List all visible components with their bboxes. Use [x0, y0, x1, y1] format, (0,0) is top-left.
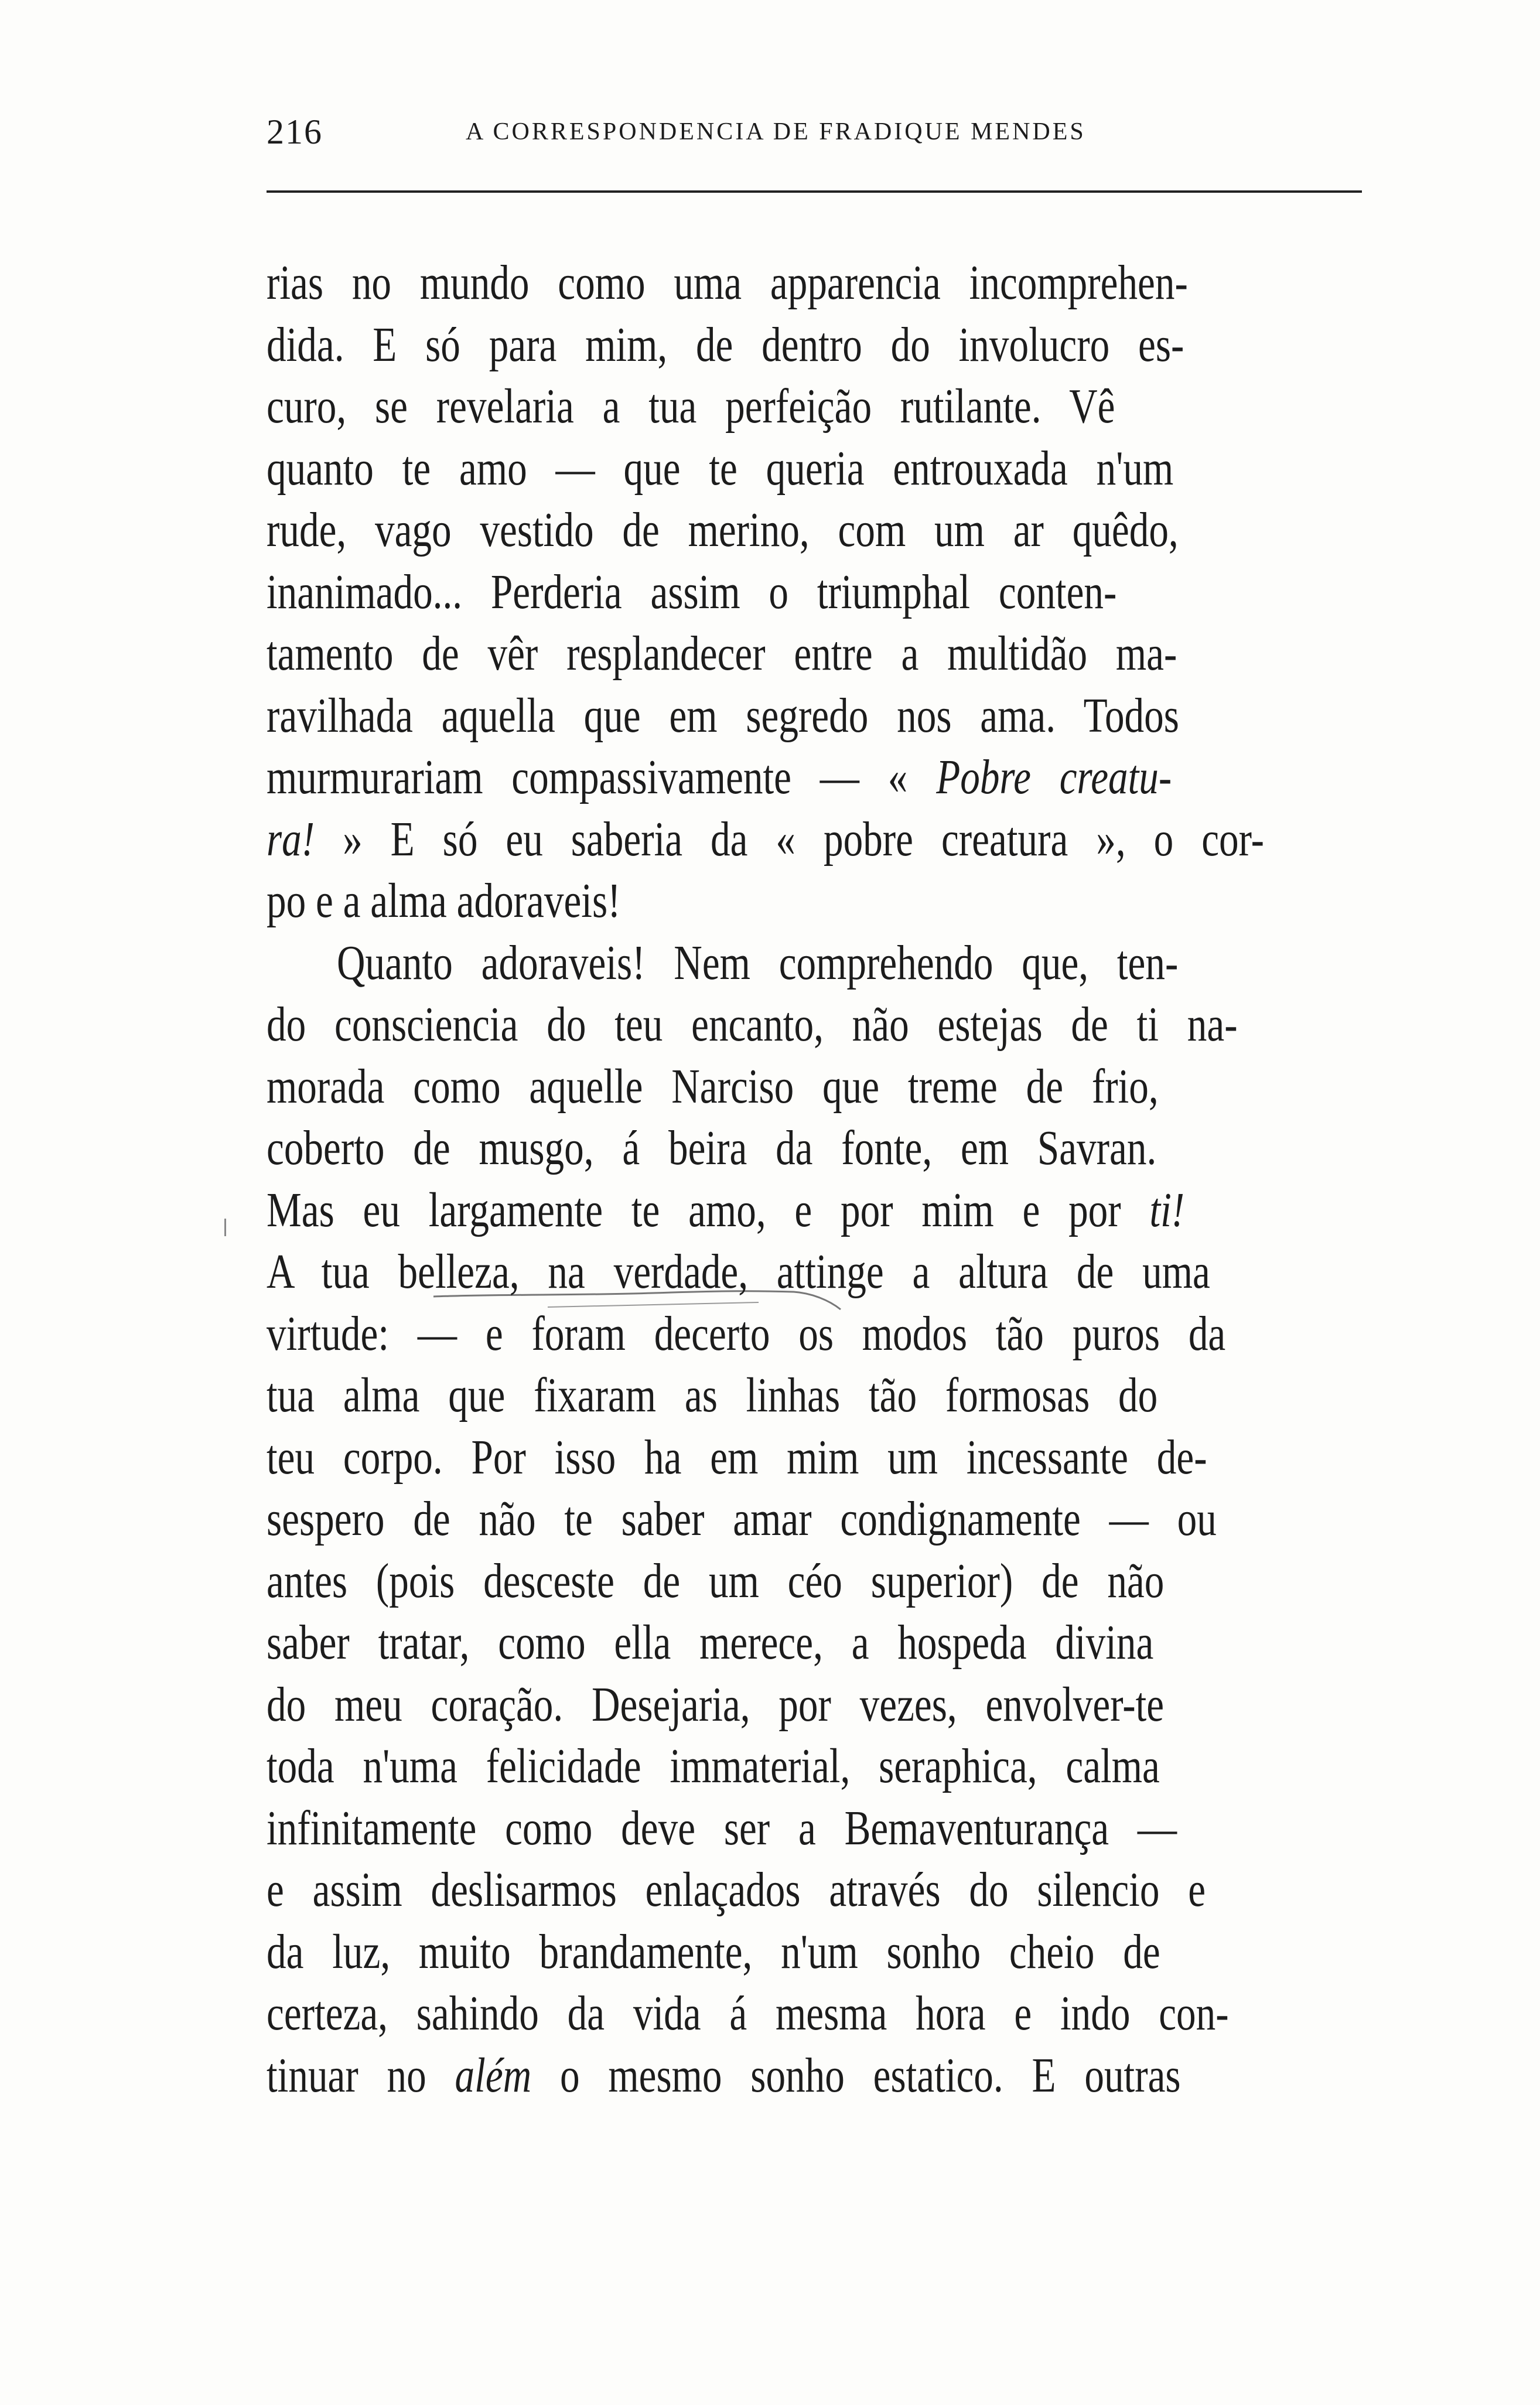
line-text: tua alma que fixaram as linhas tão formosas do [267, 1368, 1158, 1422]
text-line [267, 1179, 1185, 1241]
line-text: tinuar no [267, 2048, 455, 2103]
text-line [267, 314, 1184, 376]
line-text: infinitamente como deve ser a Bemaventurança — [267, 1800, 1177, 1855]
line-text: ravilhada aquella que em segredo nos ama. Todos [267, 688, 1179, 743]
text-line [267, 870, 1143, 932]
text-line [267, 1056, 1159, 1118]
text-line [267, 1364, 1158, 1427]
line-text: » E só eu saberia da « pobre creatura », o cor- [315, 811, 1265, 867]
text-line [267, 1612, 1154, 1674]
line-text: Quanto adoraveis! Nem comprehendo que, ten- [337, 935, 1179, 990]
line-text: do consciencia do teu encanto, não estejas de ti na- [267, 997, 1238, 1052]
body-text [267, 252, 1362, 2106]
line-text: murmurariam compassivamente — « [267, 750, 937, 804]
text-line [267, 1797, 1177, 1860]
text-line [267, 1117, 1157, 1179]
header-rule [267, 190, 1362, 193]
text-line [267, 685, 1179, 747]
text-line [267, 809, 1265, 871]
italic-text: ti! [1149, 1182, 1185, 1237]
running-head [267, 108, 1362, 155]
line-text: tamento de vêr resplandecer entre a multidão ma- [267, 626, 1177, 681]
line-text: Mas eu largamente te amo, e por mim e por [267, 1182, 1150, 1237]
page-number: 216 [267, 112, 323, 151]
text-line [267, 561, 1143, 623]
text-line [267, 1427, 1207, 1489]
line-text: A tua belleza, na verdade, attinge a altura de uma [267, 1244, 1210, 1299]
line-text: coberto de musgo, á beira da fonte, em Savran. [267, 1121, 1157, 1175]
line-text: certeza, sahindo da vida á mesma hora e indo con- [267, 1986, 1229, 2041]
text-line [267, 1859, 1206, 1921]
line-text: virtude: — e foram decerto os modos tão puros da [267, 1306, 1226, 1361]
line-text: inanimado... Perderia assim o triumphal conten- [267, 564, 1117, 619]
line-text: po e a alma adoraveis! [267, 874, 621, 928]
line-text: do meu coração. Desejaria, por vezes, envolver-te [267, 1677, 1165, 1732]
text-line [267, 1550, 1165, 1612]
text-line [267, 2045, 1181, 2107]
line-text: quanto te amo — que te queria entrouxada n'um [267, 441, 1174, 496]
text-line [267, 499, 1179, 561]
text-line [267, 438, 1174, 500]
italic-text: ra! [267, 811, 315, 867]
text-line [267, 1241, 1210, 1303]
text-line [267, 1921, 1160, 1983]
line-text: antes (pois desceste de um céo superior) de não [267, 1553, 1165, 1608]
italic-text: além [455, 2048, 532, 2103]
text-line [267, 994, 1238, 1056]
text-line [267, 746, 1172, 809]
line-text: sespero de não te saber amar condignamente — ou [267, 1492, 1217, 1546]
line-text: curo, se revelaria a tua perfeição rutilante. Vê [267, 379, 1115, 434]
text-line [267, 1488, 1217, 1550]
running-title: A CORRESPONDENCIA DE FRADIQUE MENDES [466, 118, 1086, 145]
line-text: da luz, muito brandamente, n'um sonho cheio de [267, 1924, 1160, 1979]
text-line [267, 932, 1179, 994]
line-text: rude, vago vestido de merino, com um ar quêdo, [267, 503, 1179, 557]
line-text: o mesmo sonho estatico. E outras [531, 2048, 1181, 2103]
italic-text: Pobre creatu- [936, 750, 1172, 804]
text-line [267, 1303, 1226, 1365]
text-line [267, 376, 1143, 438]
line-text: dida. E só para mim, de dentro do involucro es- [267, 317, 1184, 372]
line-text: rias no mundo como uma apparencia incomprehen- [267, 255, 1188, 310]
text-line [267, 623, 1177, 685]
line-text: toda n'uma felicidade immaterial, seraphica, calma [267, 1739, 1160, 1793]
margin-pencil-mark [224, 1219, 226, 1236]
text-line [267, 1674, 1165, 1736]
line-text: e assim deslisarmos enlaçados através do silencio e [267, 1862, 1206, 1917]
line-text: morada como aquelle Narciso que treme de frio, [267, 1059, 1159, 1114]
text-line [267, 252, 1188, 314]
line-text: saber tratar, como ella merece, a hospeda divina [267, 1615, 1154, 1670]
line-text: teu corpo. Por isso ha em mim um incessante de- [267, 1430, 1207, 1485]
text-line [267, 1983, 1229, 2045]
text-line [267, 1735, 1160, 1797]
